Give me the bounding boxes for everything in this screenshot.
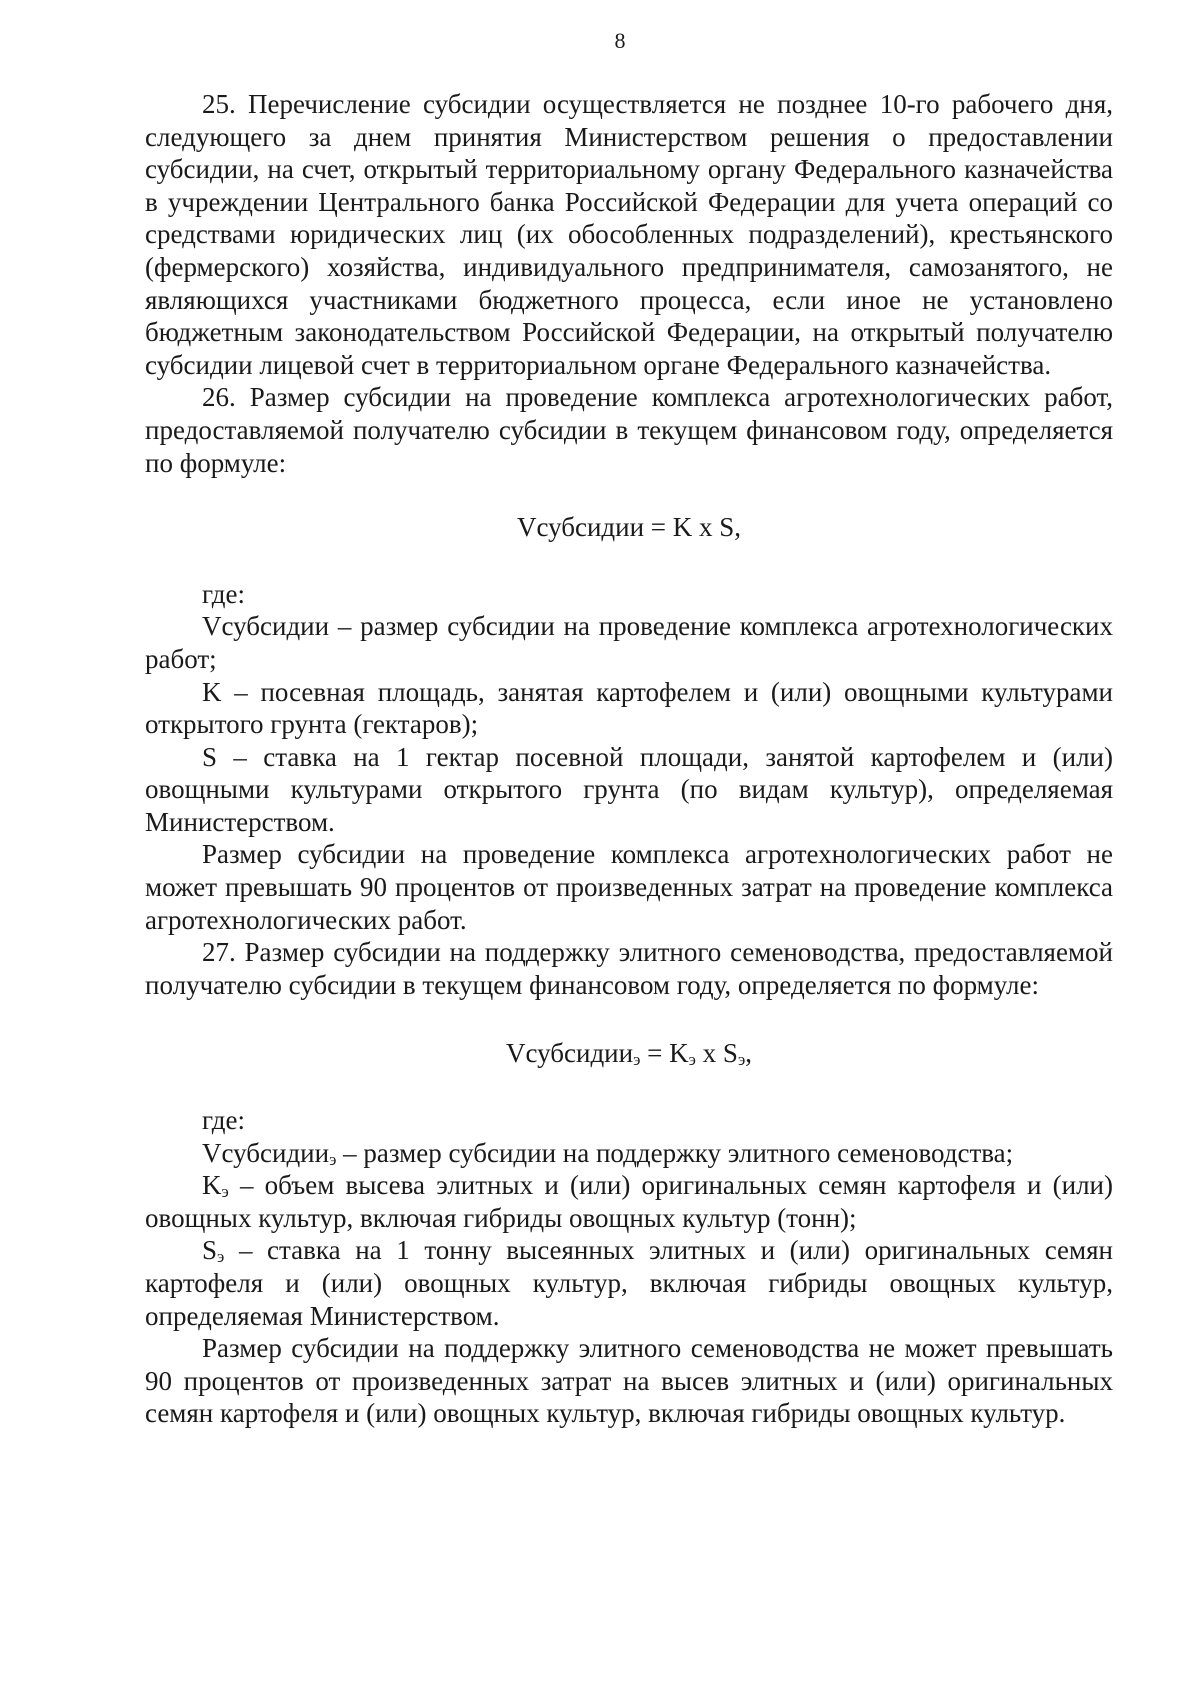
formula-subsidy-elite bbox=[145, 1037, 1113, 1070]
formula-k-subscript: э bbox=[688, 1050, 696, 1070]
definition-k-volume bbox=[145, 1169, 1113, 1234]
limit-paragraph-agrotech: Размер субсидии на проведение комплекса агротехнологических работ не может превышать 90 процентов от произведенных затрат на проведение комплекса агротехнологических работ. bbox=[145, 839, 1113, 935]
where-label-1: где: bbox=[202, 578, 245, 609]
definition-v-subsidy: Vсубсидии – размер субсидии на проведение комплекса агротехнологических работ; bbox=[145, 611, 1113, 674]
formula-eq-k: = K bbox=[640, 1038, 689, 1069]
term-k-subscript: э bbox=[221, 1182, 229, 1202]
paragraph-25: 25. Перечисление субсидии осуществляется не позднее 10-го рабочего дня, следующего за днем принятия Министерством решения о предоставлении субсидии, на счет, открытый территориальному органу Федерального казначейства в учреждении Центрального банка Российской Федерации для учета операций со средствами юридических лиц (их обособленных подразделений), крестьянского (фермерского) хозяйства, индивидуального предпринимателя, самозанятого, не являющихся участниками бюджетного процесса, если иное не установлено бюджетным законодательством Российской Федерации, на открытый получателю субсидии лицевой счет в территориальном органе Федерального казначейства. bbox=[145, 89, 1113, 380]
paragraph-26: 26. Размер субсидии на проведение комплекса агротехнологических работ, предоставляемой получателю субсидии в текущем финансовом году, определяется по формуле: bbox=[145, 382, 1113, 478]
definition-s-text: – ставка на 1 тонну высеянных элитных и (или) оригинальных семян картофеля и (или) овощных культур, включая гибриды овощных культур, определяемая Министерством. bbox=[145, 1235, 1113, 1331]
formula-s-subscript: э bbox=[737, 1050, 746, 1070]
formula-v-term: Vсубсидии bbox=[506, 1038, 634, 1069]
where-label-2: где: bbox=[202, 1105, 245, 1136]
document-body bbox=[145, 88, 1113, 1430]
definition-v-text: – размер субсидии на поддержку элитного семеноводства; bbox=[336, 1137, 1014, 1168]
formula-end: , bbox=[745, 1038, 752, 1069]
definition-v-elite bbox=[145, 1137, 1113, 1170]
paragraph-27: 27. Размер субсидии на поддержку элитного семеноводства, предоставляемой получателю субсидии в текущем финансовом году, определяется по формуле: bbox=[145, 937, 1113, 1000]
formula-subsidy-agrotech: Vсубсидии = K x S, bbox=[516, 512, 742, 543]
limit-paragraph-elite: Размер субсидии на поддержку элитного семеноводства не может превышать 90 процентов от произведенных затрат на высев элитных и (или) оригинальных семян картофеля и (или) овощных культур, включая гибриды овощных культур. bbox=[145, 1333, 1113, 1429]
formula-v-subscript: э bbox=[633, 1050, 641, 1070]
formula-x-s: x S bbox=[695, 1038, 738, 1069]
term-v-subscript: э bbox=[329, 1149, 337, 1169]
definition-s-rate-elite bbox=[145, 1234, 1113, 1332]
term-s-subscript: э bbox=[217, 1247, 225, 1267]
term-v: Vсубсидии bbox=[202, 1137, 330, 1168]
term-k: K bbox=[202, 1170, 222, 1201]
page-number: 8 bbox=[614, 28, 626, 53]
definition-k-area: K – посевная площадь, занятая картофелем и (или) овощными культурами открытого грунта (гектаров); bbox=[145, 676, 1113, 740]
term-s: S bbox=[202, 1235, 218, 1266]
definition-s-rate: S – ставка на 1 гектар посевной площади, занятой картофелем и (или) овощными культурами открытого грунта (по видам культур), определяемая Министерством. bbox=[145, 741, 1113, 837]
definition-k-text: – объем высева элитных и (или) оригинальных семян картофеля и (или) овощных культур, включая гибриды овощных культур (тонн); bbox=[145, 1170, 1113, 1233]
